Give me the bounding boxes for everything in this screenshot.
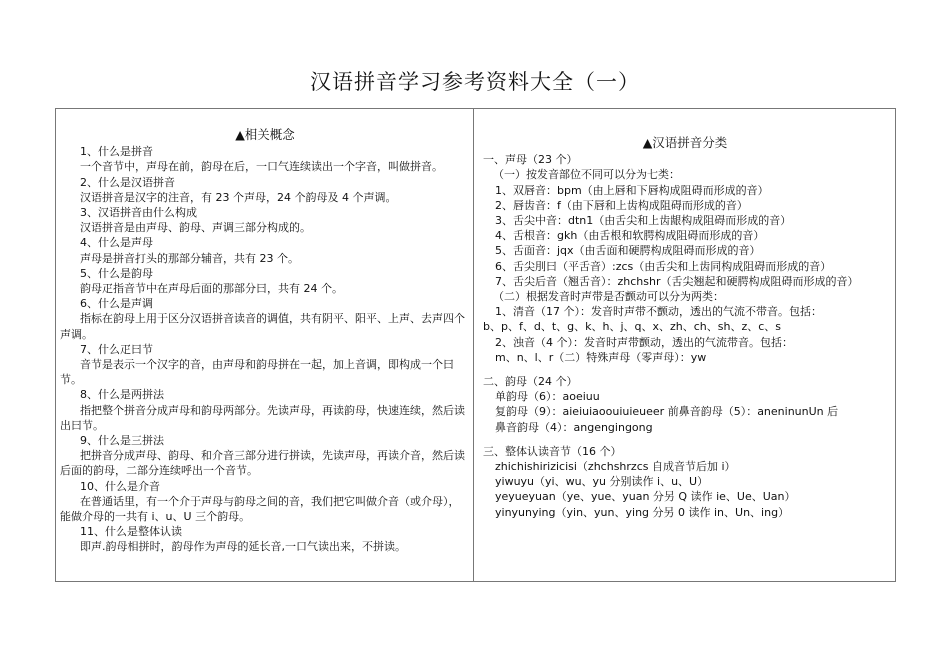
voiced-initials-list: m、n、l、r（二）特殊声母（零声母）：yw [495,350,707,364]
voiceless-initials: 1、清音（17 个）：发音时声带不颤动，透出的气流不带音。包括： [495,305,822,319]
answer-4: 声母是拼音打头的那部分辅音，共有 23 个。 [80,251,299,265]
document-title: 汉语拼音学习参考资料大全（一） [310,70,640,94]
section-heading-concepts: ▲相关概念 [235,127,295,142]
whole-syllables-1: zhichishirizicisi（zhchshrzcs 自成音节后加 i） [495,460,736,474]
initials-type-7: 7、舌尖后音（翘舌音）：zhchshr（舌尖翘起和硬腭构成阻碍而形成的音） [495,274,859,288]
voiced-initials: 2、浊音（4 个）：发音时声带颤动，透出的气流带音。包括： [495,335,793,349]
question-6: 6、什么是声调 [80,297,153,311]
question-5: 5、什么是韵母 [80,266,153,280]
compound-finals: 复韵母（9）：aieiuiaoouiuieueer 前鼻音韵母（5）：aneninunUn 后 [495,405,839,419]
initials-type-6: 6、舌尖刖曰（平舌音）:zcs（由舌尖和上齿同构成阻碍而形成的音） [495,259,832,273]
whole-syllables-3: yeyueyuan（ye、yue、yuan 分另 Q 读作 ie、Ue、Uan） [495,490,796,504]
right-column-classification [481,108,889,520]
question-9: 9、什么是三拼法 [80,434,164,448]
answer-9: 把拼音分成声母、韵母、和介音三部分进行拼读，先读声母，再读介音，然后读后面的韵母，二部分连续呼出一个音节。 [60,449,465,478]
back-nasal-finals: 鼻音韵母（4）：angengingong [495,420,653,434]
question-1: 1、什么是拼音 [80,145,153,159]
question-10: 10、什么是介音 [80,479,160,493]
answer-6: 指标在韵母上用于区分汉语拼音读音的调值，共有阴平、阳平、上声、去声四个声调。 [60,312,465,341]
initials-type-2: 2、唇齿音：f（由下唇和上齿构成阻碍而形成的音） [495,198,748,212]
initials-type-1: 1、双唇音：bpm（由上唇和下唇构成阻碍而形成的音） [495,183,769,197]
answer-8: 指把整个拼音分成声母和韵母两部分。先读声母，再读韵母，快速连续，然后读出曰节。 [60,403,465,432]
column-divider [473,108,474,582]
answer-2: 汉语拼音是汉字的注音，有 23 个声母，24 个韵母及 4 个声调。 [80,190,397,204]
answer-3: 汉语拼音是由声母、韵母、声调三部分构成的。 [80,221,311,235]
left-column-concepts [60,108,470,555]
initials-type-5: 5、舌面音：jqx（由舌面和硬腭构成阻碍而形成的音） [495,244,761,258]
answer-7: 音节是表示一个汉字的音，由声母和韵母拼在一起，加上音调，即构成一个曰节。 [60,358,454,387]
question-7: 7、什么疋曰节 [80,342,153,356]
whole-syllables-2: yiwuyu（yi、wu、yu 分别读作 i、u、U） [495,475,709,489]
question-3: 3、汉语拼音由什么构成 [80,206,197,220]
finals-heading: 二、韵母（24 个） [483,375,578,389]
answer-11: 即声.韵母相拼时，韵母作为声母的延长音,一口气读出来，不拼读。 [80,540,406,554]
initials-heading: 一、声母（23 个） [483,153,578,167]
answer-1: 一个音节中，声母在前，韵母在后，一口气连续读出一个字音，叫做拼音。 [80,160,443,174]
answer-10: 在普通话里，有一个介于声母与韵母之间的音，我们把它叫做介音（或介母），能做介母的一共有 i、u、U 三个韵母。 [60,494,460,524]
initials-by-voicing: （二）根据发音时声带是否颤动可以分为两类： [493,290,724,304]
whole-syllables-4: yinyunying（yin、yun、ying 分另 0 读作 in、Un、ing） [495,505,790,519]
question-11: 11、什么是整体认读 [80,525,182,539]
question-2: 2、什么是汉语拼音 [80,175,175,189]
initials-type-4: 4、舌根音：gkh（由舌根和软腭构成阻碍而形成的音） [495,229,765,243]
whole-syllables-heading: 三、整体认读音节（16 个） [483,444,622,458]
initials-type-3: 3、舌尖中音：dtn1（由舌尖和上齿龈构成阻碍而形成的音） [495,214,792,228]
question-4: 4、什么是声母 [80,236,153,250]
answer-5: 韵母疋指音节中在声母后面的那部分曰，共有 24 个。 [80,282,343,296]
voiceless-initials-list: b、p、f、d、t、g、k、h、j、q、x、zh、ch、sh、z、c、s [483,320,782,334]
question-8: 8、什么是两拼法 [80,388,164,402]
initials-by-place: （一）按发音部位不同可以分为七类： [493,168,680,182]
section-heading-classification: ▲汉语拼音分类 [642,135,728,150]
simple-finals: 单韵母（6）：aoeiuu [495,390,600,404]
